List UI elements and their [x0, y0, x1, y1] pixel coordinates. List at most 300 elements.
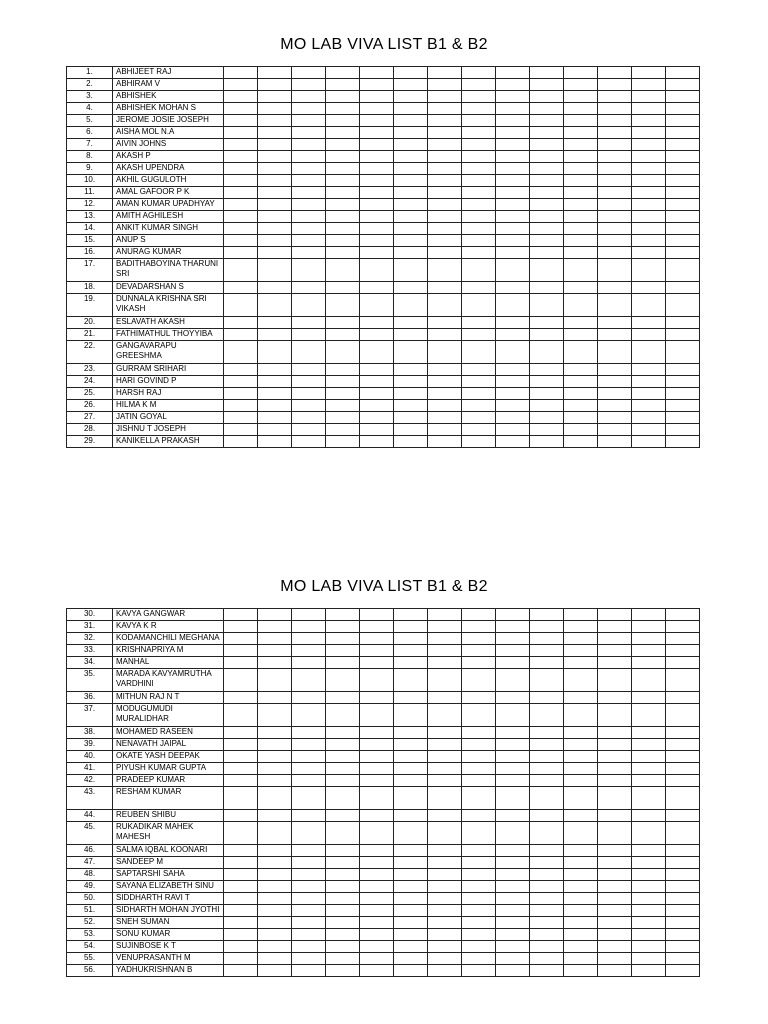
blank-mark-cell [258, 869, 292, 881]
row-number: 2. [67, 79, 113, 91]
blank-mark-cell [394, 175, 428, 187]
blank-mark-cell [632, 163, 666, 175]
blank-mark-cell [292, 67, 326, 79]
blank-mark-cell [224, 127, 258, 139]
blank-mark-cell [428, 317, 462, 329]
blank-mark-cell [292, 822, 326, 845]
blank-mark-cell [666, 692, 700, 704]
blank-mark-cell [224, 211, 258, 223]
blank-mark-cell [360, 247, 394, 259]
blank-mark-cell [462, 775, 496, 787]
blank-mark-cell [360, 127, 394, 139]
blank-mark-cell [428, 633, 462, 645]
blank-mark-cell [564, 633, 598, 645]
blank-mark-cell [564, 211, 598, 223]
blank-mark-cell [224, 151, 258, 163]
blank-mark-cell [632, 187, 666, 199]
blank-mark-cell [598, 259, 632, 282]
blank-mark-cell [666, 187, 700, 199]
blank-mark-cell [564, 282, 598, 294]
blank-mark-cell [224, 893, 258, 905]
blank-mark-cell [462, 727, 496, 739]
blank-mark-cell [360, 739, 394, 751]
blank-mark-cell [564, 364, 598, 376]
blank-mark-cell [666, 965, 700, 977]
blank-mark-cell [598, 751, 632, 763]
blank-mark-cell [292, 845, 326, 857]
blank-mark-cell [462, 67, 496, 79]
blank-mark-cell [462, 621, 496, 633]
blank-mark-cell [462, 115, 496, 127]
blank-mark-cell [224, 103, 258, 115]
blank-mark-cell [496, 163, 530, 175]
blank-mark-cell [258, 929, 292, 941]
blank-mark-cell [530, 412, 564, 424]
blank-mark-cell [530, 704, 564, 727]
student-name: DUNNALA KRISHNA SRI VIKASH [113, 294, 224, 317]
blank-mark-cell [326, 609, 360, 621]
blank-mark-cell [496, 115, 530, 127]
blank-mark-cell [428, 669, 462, 692]
blank-mark-cell [224, 341, 258, 364]
blank-mark-cell [598, 294, 632, 317]
blank-mark-cell [326, 857, 360, 869]
blank-mark-cell [462, 294, 496, 317]
sheet-1-table [66, 66, 700, 448]
blank-mark-cell [326, 881, 360, 893]
table-row [67, 294, 700, 317]
blank-mark-cell [292, 436, 326, 448]
blank-mark-cell [462, 127, 496, 139]
blank-mark-cell [666, 211, 700, 223]
blank-mark-cell [224, 175, 258, 187]
blank-mark-cell [394, 259, 428, 282]
blank-mark-cell [598, 739, 632, 751]
blank-mark-cell [292, 609, 326, 621]
blank-mark-cell [564, 115, 598, 127]
blank-mark-cell [292, 103, 326, 115]
blank-mark-cell [496, 329, 530, 341]
blank-mark-cell [428, 364, 462, 376]
blank-mark-cell [496, 822, 530, 845]
blank-mark-cell [394, 436, 428, 448]
blank-mark-cell [394, 857, 428, 869]
row-number: 47. [67, 857, 113, 869]
blank-mark-cell [632, 965, 666, 977]
blank-mark-cell [224, 645, 258, 657]
blank-mark-cell [292, 953, 326, 965]
blank-mark-cell [360, 893, 394, 905]
blank-mark-cell [496, 247, 530, 259]
blank-mark-cell [530, 751, 564, 763]
blank-mark-cell [326, 810, 360, 822]
blank-mark-cell [394, 739, 428, 751]
blank-mark-cell [564, 727, 598, 739]
blank-mark-cell [462, 657, 496, 669]
blank-mark-cell [428, 751, 462, 763]
blank-mark-cell [496, 917, 530, 929]
row-number: 31. [67, 621, 113, 633]
blank-mark-cell [394, 941, 428, 953]
table-row [67, 364, 700, 376]
blank-mark-cell [598, 704, 632, 727]
blank-mark-cell [360, 775, 394, 787]
blank-mark-cell [462, 91, 496, 103]
blank-mark-cell [598, 763, 632, 775]
blank-mark-cell [462, 810, 496, 822]
blank-mark-cell [292, 621, 326, 633]
blank-mark-cell [224, 235, 258, 247]
blank-mark-cell [564, 669, 598, 692]
blank-mark-cell [530, 929, 564, 941]
blank-mark-cell [258, 282, 292, 294]
blank-mark-cell [394, 187, 428, 199]
row-number: 35. [67, 669, 113, 692]
blank-mark-cell [496, 151, 530, 163]
blank-mark-cell [224, 139, 258, 151]
row-number: 42. [67, 775, 113, 787]
blank-mark-cell [496, 317, 530, 329]
blank-mark-cell [326, 103, 360, 115]
blank-mark-cell [564, 91, 598, 103]
student-name: ABHISHEK [113, 91, 224, 103]
blank-mark-cell [224, 388, 258, 400]
blank-mark-cell [462, 692, 496, 704]
blank-mark-cell [326, 905, 360, 917]
blank-mark-cell [564, 645, 598, 657]
student-name: OKATE YASH DEEPAK [113, 751, 224, 763]
blank-mark-cell [394, 905, 428, 917]
blank-mark-cell [258, 953, 292, 965]
table-row [67, 412, 700, 424]
blank-mark-cell [326, 645, 360, 657]
blank-mark-cell [224, 775, 258, 787]
table-row [67, 282, 700, 294]
blank-mark-cell [496, 400, 530, 412]
row-number: 53. [67, 929, 113, 941]
blank-mark-cell [632, 704, 666, 727]
blank-mark-cell [292, 317, 326, 329]
blank-mark-cell [666, 810, 700, 822]
blank-mark-cell [598, 247, 632, 259]
row-number: 45. [67, 822, 113, 845]
blank-mark-cell [292, 187, 326, 199]
blank-mark-cell [530, 739, 564, 751]
blank-mark-cell [564, 79, 598, 91]
blank-mark-cell [292, 400, 326, 412]
blank-mark-cell [326, 127, 360, 139]
blank-mark-cell [462, 751, 496, 763]
blank-mark-cell [360, 810, 394, 822]
blank-mark-cell [360, 115, 394, 127]
sheet-2-title: MO LAB VIVA LIST B1 & B2 [280, 578, 488, 595]
blank-mark-cell [530, 211, 564, 223]
table-row [67, 775, 700, 787]
table-row [67, 329, 700, 341]
blank-mark-cell [632, 388, 666, 400]
blank-mark-cell [258, 965, 292, 977]
blank-mark-cell [360, 199, 394, 211]
blank-mark-cell [666, 67, 700, 79]
blank-mark-cell [530, 67, 564, 79]
blank-mark-cell [224, 91, 258, 103]
blank-mark-cell [360, 400, 394, 412]
blank-mark-cell [360, 787, 394, 810]
blank-mark-cell [258, 79, 292, 91]
blank-mark-cell [360, 763, 394, 775]
blank-mark-cell [428, 376, 462, 388]
blank-mark-cell [292, 412, 326, 424]
student-name: SANDEEP M [113, 857, 224, 869]
blank-mark-cell [394, 115, 428, 127]
blank-mark-cell [394, 247, 428, 259]
blank-mark-cell [258, 412, 292, 424]
blank-mark-cell [224, 965, 258, 977]
blank-mark-cell [462, 282, 496, 294]
blank-mark-cell [224, 657, 258, 669]
student-name: SIDHARTH MOHAN JYOTHI [113, 905, 224, 917]
blank-mark-cell [632, 151, 666, 163]
blank-mark-cell [632, 669, 666, 692]
row-number: 21. [67, 329, 113, 341]
blank-mark-cell [258, 91, 292, 103]
blank-mark-cell [666, 822, 700, 845]
blank-mark-cell [530, 259, 564, 282]
blank-mark-cell [428, 727, 462, 739]
blank-mark-cell [632, 929, 666, 941]
blank-mark-cell [360, 965, 394, 977]
student-name: BADITHABOYINA THARUNI SRI [113, 259, 224, 282]
blank-mark-cell [224, 621, 258, 633]
blank-mark-cell [428, 609, 462, 621]
blank-mark-cell [598, 905, 632, 917]
blank-mark-cell [292, 727, 326, 739]
blank-mark-cell [462, 103, 496, 115]
blank-mark-cell [428, 424, 462, 436]
blank-mark-cell [394, 223, 428, 235]
blank-mark-cell [360, 822, 394, 845]
blank-mark-cell [258, 645, 292, 657]
blank-mark-cell [598, 364, 632, 376]
blank-mark-cell [292, 139, 326, 151]
blank-mark-cell [462, 822, 496, 845]
blank-mark-cell [496, 103, 530, 115]
blank-mark-cell [292, 91, 326, 103]
blank-mark-cell [292, 704, 326, 727]
table-row [67, 822, 700, 845]
blank-mark-cell [292, 388, 326, 400]
blank-mark-cell [598, 151, 632, 163]
blank-mark-cell [666, 115, 700, 127]
blank-mark-cell [394, 211, 428, 223]
blank-mark-cell [632, 869, 666, 881]
table-row [67, 692, 700, 704]
blank-mark-cell [632, 223, 666, 235]
blank-mark-cell [564, 376, 598, 388]
student-name: KODAMANCHILI MEGHANA [113, 633, 224, 645]
table-row [67, 341, 700, 364]
blank-mark-cell [462, 364, 496, 376]
blank-mark-cell [224, 376, 258, 388]
blank-mark-cell [292, 329, 326, 341]
blank-mark-cell [428, 436, 462, 448]
blank-mark-cell [394, 127, 428, 139]
blank-mark-cell [258, 223, 292, 235]
blank-mark-cell [326, 917, 360, 929]
blank-mark-cell [292, 692, 326, 704]
blank-mark-cell [326, 941, 360, 953]
student-name: SIDDHARTH RAVI T [113, 893, 224, 905]
blank-mark-cell [428, 199, 462, 211]
blank-mark-cell [564, 692, 598, 704]
student-name: SUJINBOSE K T [113, 941, 224, 953]
blank-mark-cell [326, 317, 360, 329]
blank-mark-cell [462, 917, 496, 929]
blank-mark-cell [496, 692, 530, 704]
blank-mark-cell [360, 294, 394, 317]
blank-mark-cell [530, 424, 564, 436]
row-number: 49. [67, 881, 113, 893]
blank-mark-cell [666, 388, 700, 400]
blank-mark-cell [530, 139, 564, 151]
blank-mark-cell [394, 282, 428, 294]
blank-mark-cell [360, 341, 394, 364]
row-number: 18. [67, 282, 113, 294]
blank-mark-cell [564, 822, 598, 845]
blank-mark-cell [598, 845, 632, 857]
blank-mark-cell [360, 953, 394, 965]
blank-mark-cell [224, 751, 258, 763]
blank-mark-cell [564, 329, 598, 341]
blank-mark-cell [666, 223, 700, 235]
blank-mark-cell [394, 163, 428, 175]
blank-mark-cell [564, 763, 598, 775]
blank-mark-cell [258, 211, 292, 223]
blank-mark-cell [428, 163, 462, 175]
blank-mark-cell [292, 857, 326, 869]
blank-mark-cell [224, 929, 258, 941]
blank-mark-cell [292, 633, 326, 645]
blank-mark-cell [258, 857, 292, 869]
blank-mark-cell [530, 187, 564, 199]
blank-mark-cell [496, 388, 530, 400]
blank-mark-cell [258, 905, 292, 917]
blank-mark-cell [292, 364, 326, 376]
blank-mark-cell [598, 965, 632, 977]
blank-mark-cell [564, 388, 598, 400]
blank-mark-cell [360, 103, 394, 115]
table-row [67, 247, 700, 259]
blank-mark-cell [394, 669, 428, 692]
blank-mark-cell [462, 763, 496, 775]
blank-mark-cell [258, 893, 292, 905]
student-name: KAVYA GANGWAR [113, 609, 224, 621]
table-row [67, 424, 700, 436]
blank-mark-cell [224, 787, 258, 810]
blank-mark-cell [326, 211, 360, 223]
blank-mark-cell [360, 67, 394, 79]
blank-mark-cell [326, 929, 360, 941]
blank-mark-cell [632, 621, 666, 633]
blank-mark-cell [598, 869, 632, 881]
blank-mark-cell [564, 424, 598, 436]
blank-mark-cell [360, 727, 394, 739]
blank-mark-cell [530, 294, 564, 317]
blank-mark-cell [632, 739, 666, 751]
blank-mark-cell [564, 341, 598, 364]
blank-mark-cell [394, 621, 428, 633]
blank-mark-cell [394, 364, 428, 376]
table-row [67, 787, 700, 810]
blank-mark-cell [462, 645, 496, 657]
row-number: 6. [67, 127, 113, 139]
blank-mark-cell [564, 139, 598, 151]
student-name: MOHAMED RASEEN [113, 727, 224, 739]
blank-mark-cell [598, 67, 632, 79]
blank-mark-cell [666, 259, 700, 282]
blank-mark-cell [598, 953, 632, 965]
student-name: HARSH RAJ [113, 388, 224, 400]
student-name: MARADA KAVYAMRUTHA VARDHINI [113, 669, 224, 692]
blank-mark-cell [428, 857, 462, 869]
blank-mark-cell [666, 436, 700, 448]
blank-mark-cell [598, 127, 632, 139]
blank-mark-cell [258, 187, 292, 199]
blank-mark-cell [292, 881, 326, 893]
blank-mark-cell [292, 175, 326, 187]
blank-mark-cell [598, 424, 632, 436]
table-row [67, 388, 700, 400]
blank-mark-cell [530, 657, 564, 669]
table-row [67, 633, 700, 645]
blank-mark-cell [632, 341, 666, 364]
blank-mark-cell [360, 751, 394, 763]
blank-mark-cell [462, 199, 496, 211]
blank-mark-cell [224, 364, 258, 376]
row-number: 9. [67, 163, 113, 175]
blank-mark-cell [428, 235, 462, 247]
blank-mark-cell [224, 259, 258, 282]
blank-mark-cell [666, 199, 700, 211]
blank-mark-cell [632, 115, 666, 127]
student-name: SAPTARSHI SAHA [113, 869, 224, 881]
blank-mark-cell [360, 917, 394, 929]
blank-mark-cell [360, 857, 394, 869]
blank-mark-cell [496, 763, 530, 775]
blank-mark-cell [360, 692, 394, 704]
blank-mark-cell [530, 763, 564, 775]
blank-mark-cell [530, 787, 564, 810]
blank-mark-cell [632, 881, 666, 893]
blank-mark-cell [598, 317, 632, 329]
blank-mark-cell [224, 857, 258, 869]
blank-mark-cell [598, 341, 632, 364]
blank-mark-cell [258, 103, 292, 115]
table-row [67, 905, 700, 917]
blank-mark-cell [496, 79, 530, 91]
blank-mark-cell [360, 412, 394, 424]
blank-mark-cell [224, 199, 258, 211]
table-row [67, 223, 700, 235]
blank-mark-cell [632, 317, 666, 329]
blank-mark-cell [360, 151, 394, 163]
blank-mark-cell [462, 739, 496, 751]
blank-mark-cell [428, 965, 462, 977]
student-name: SAYANA ELIZABETH SINU [113, 881, 224, 893]
blank-mark-cell [292, 163, 326, 175]
blank-mark-cell [632, 845, 666, 857]
blank-mark-cell [666, 247, 700, 259]
